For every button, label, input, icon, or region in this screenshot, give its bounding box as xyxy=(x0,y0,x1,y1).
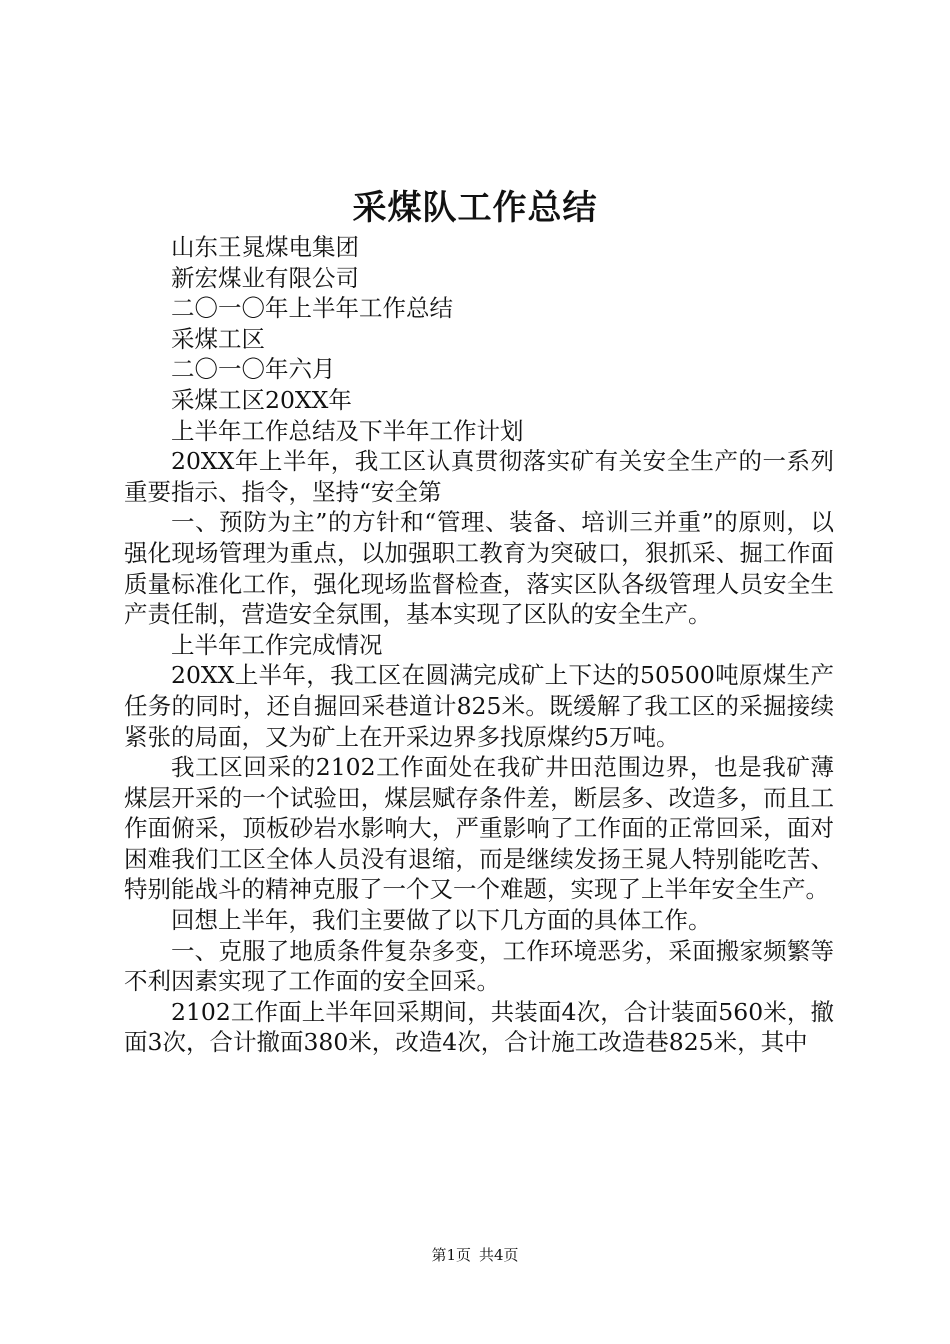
paragraph: 二〇一〇年六月 xyxy=(171,355,336,384)
paragraph: 我工区回采的2102工作面处在我矿井田范围边界，也是我矿薄煤层开采的一个试验田，煤层赋存条件差，断层多、改造多，而且工作面俯采，顶板砂岩水影响大，严重影响了工作面的正常回采，面对困难我们工区全体人员没有退缩，而是继续发扬王晁人特别能吃苦、特别能战斗的精神克服了一个又一个难题，实现了上半年安全生产。 xyxy=(124,753,834,904)
paragraph: 2102工作面上半年回采期间，共装面4次，合计装面560米，撤面3次，合计撤面380米，改造4次，合计施工改造巷825米，其中 xyxy=(124,997,834,1057)
document-title: 采煤队工作总结 xyxy=(352,188,598,228)
page-number: 第1页 xyxy=(431,1246,471,1264)
paragraph: 一、预防为主”的方针和“管理、装备、培训三并重”的原则，以强化现场管理为重点，以加强职工教育为突破口，狠抓采、掘工作面质量标准化工作，强化现场监督检查，落实区队各级管理人员安全生产责任制，营造安全氛围，基本实现了区队的安全生产。 xyxy=(124,508,834,629)
document-body xyxy=(124,232,834,1058)
paragraph: 采煤工区20XX年 xyxy=(171,385,352,414)
page-total: 共4页 xyxy=(479,1246,519,1264)
paragraph: 回想上半年，我们主要做了以下几方面的具体工作。 xyxy=(171,906,712,935)
paragraph: 山东王晁煤电集团 xyxy=(171,233,359,261)
paragraph: 上半年工作总结及下半年工作计划 xyxy=(171,416,524,445)
page-footer xyxy=(0,1244,950,1266)
paragraph: 上半年工作完成情况 xyxy=(171,630,383,659)
paragraph: 新宏煤业有限公司 xyxy=(171,263,359,292)
paragraph: 一、克服了地质条件复杂多变，工作环境恶劣，采面搬家频繁等不利因素实现了工作面的安全回采。 xyxy=(124,936,834,996)
paragraph: 采煤工区 xyxy=(171,324,265,353)
paragraph: 20XX上半年，我工区在圆满完成矿上下达的50500吨原煤生产任务的同时，还自掘回采巷道计825米。既缓解了我工区的采掘接续紧张的局面，又为矿上在开采边界多找原煤约5万吨。 xyxy=(124,661,834,751)
paragraph: 20XX年上半年，我工区认真贯彻落实矿有关安全生产的一系列重要指示、指令，坚持“安全第 xyxy=(124,447,834,506)
paragraph: 二〇一〇年上半年工作总结 xyxy=(171,294,453,323)
